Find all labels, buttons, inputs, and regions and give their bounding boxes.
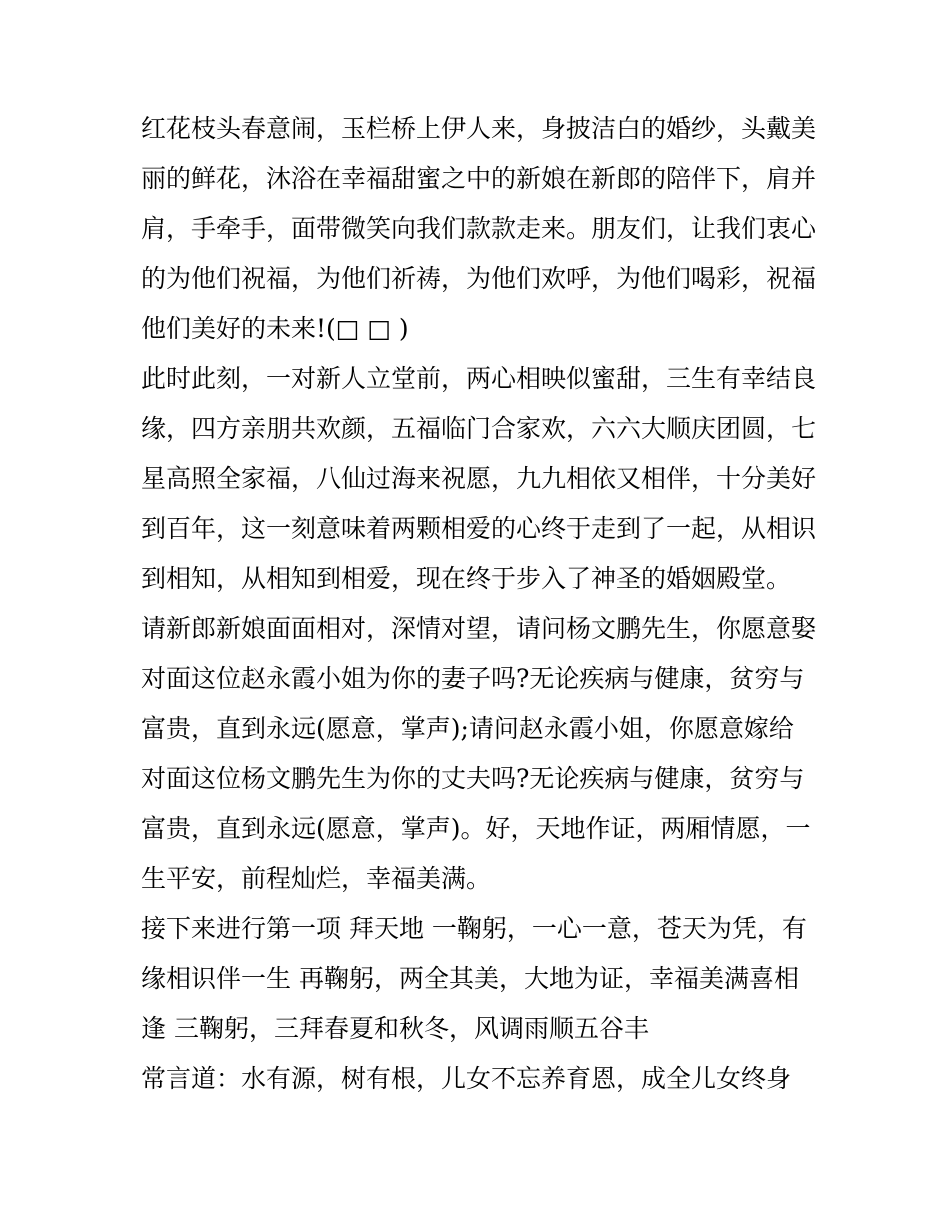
text-line: 接下来进行第一项 拜天地 一鞠躬，一心一意，苍天为凭，有	[141, 914, 807, 943]
text-line: 逢 三鞠躬，三拜春夏和秋冬，风调雨顺五谷丰	[141, 1014, 649, 1043]
text-line: 的为他们祝福，为他们祈祷，为他们欢呼，为他们喝彩，祝福	[141, 264, 817, 293]
text-line: 常言道：水有源，树有根，儿女不忘养育恩，成全儿女终身	[141, 1064, 792, 1093]
paragraph-vows	[141, 604, 821, 904]
text-line: 请新郎新娘面面相对，深情对望，请问杨文鹏先生，你愿意娶	[141, 614, 817, 643]
text-line: 到相知，从相知到相爱，现在终于步入了神圣的婚姻殿堂。	[141, 564, 792, 593]
text-line: 富贵，直到永远(愿意，掌声);请问赵永霞小姐，你愿意嫁给	[141, 714, 794, 743]
text-line: 对面这位杨文鹏先生为你的丈夫吗?无论疾病与健康，贫穷与	[141, 764, 805, 793]
paragraph-blessing	[141, 354, 821, 604]
text-line: 肩，手牵手，面带微笑向我们款款走来。朋友们，让我们衷心	[141, 214, 817, 243]
paragraph-parents	[141, 1054, 821, 1104]
text-line: 此时此刻，一对新人立堂前，两心相映似蜜甜，三生有幸结良	[141, 364, 817, 393]
text-line: 到百年，这一刻意味着两颗相爱的心终于走到了一起，从相识	[141, 514, 817, 543]
text-line: 他们美好的未来!(□ □ )	[141, 314, 409, 343]
text-line: 生平安，前程灿烂，幸福美满。	[141, 864, 492, 893]
text-line: 星高照全家福，八仙过海来祝愿，九九相依又相伴，十分美好	[141, 464, 817, 493]
text-line: 缘，四方亲朋共欢颜，五福临门合家欢，六六大顺庆团圆，七	[141, 414, 817, 443]
text-line: 缘相识伴一生 再鞠躬，两全其美，大地为证，幸福美满喜相	[141, 964, 799, 993]
text-line: 富贵，直到永远(愿意，掌声)。好，天地作证，两厢情愿，一	[141, 814, 811, 843]
text-line: 红花枝头春意闹，玉栏桥上伊人来，身披洁白的婚纱，头戴美	[141, 114, 817, 143]
paragraph-bows	[141, 904, 821, 1054]
document-body	[141, 104, 821, 1104]
text-line: 丽的鲜花，沐浴在幸福甜蜜之中的新娘在新郎的陪伴下，肩并	[141, 164, 817, 193]
text-line: 对面这位赵永霞小姐为你的妻子吗?无论疾病与健康，贫穷与	[141, 664, 805, 693]
paragraph-bride-entrance	[141, 104, 821, 354]
